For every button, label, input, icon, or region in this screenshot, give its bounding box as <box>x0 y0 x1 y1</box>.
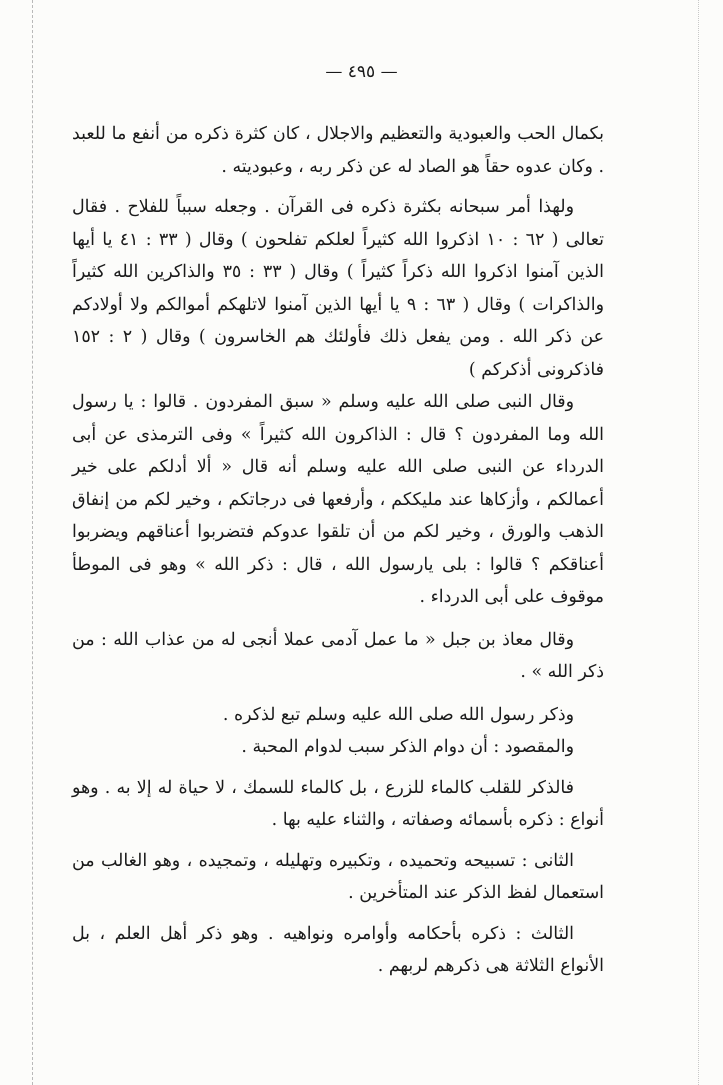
right-scan-edge <box>698 0 699 1085</box>
paragraph-types-second: الثانى : تسبيحه وتحميده ، وتكبيره وتهليله ، وتمجيده ، وهو الغالب من استعمال لفظ الذكر عند المتأخرين . <box>72 850 604 903</box>
page-number: — ٤٩٥ — <box>325 62 398 82</box>
left-scan-edge <box>32 0 33 1085</box>
paragraph-purpose: والمقصود : أن دوام الذكر سبب لدوام المحبة . <box>241 737 574 757</box>
paragraph-types-third: الثالث : ذكره بأحكامه وأوامره ونواهيه . وهو ذكر أهل العلم ، بل الأنواع الثلاثة هى ذكرهم لربهم . <box>72 923 604 976</box>
paragraph-quran-verses: ولهذا أمر سبحانه بكثرة ذكره فى القرآن . وجعله سبباً للفلاح . فقال تعالى ( ٦٢ : ١٠ اذكروا الله كثيراً لعلكم تفلحون ) وقال ( ٣٣ : ٤١ يا أيها الذين آمنوا اذكروا الله ذكراً كثيراً ) وقال ( ٣٣ : ٣٥ والذاكرين الله كثيراً والذاكرات ) وقال ( ٦٣ : ٩ يا أيها الذين آمنوا لاتلهكم أموالكم ولا أولادكم عن ذكر الله . ومن يفعل ذلك فأولئك هم الخاسرون ) وقال ( ٢ : ١٥٢ فاذكرونى أذكركم ) <box>72 197 605 380</box>
paragraph-love-and-remembrance: بكمال الحب والعبودية والتعظيم والاجلال ، كان كثرة ذكره من أنفع ما للعبد . وكان عدوه حقاً هو الصاد له عن ذكر ربه ، وعبوديته . <box>72 124 604 177</box>
body-text <box>72 118 604 983</box>
paragraph-types-first: فالذكر للقلب كالماء للزرع ، بل كالماء للسمك ، لا حياة له إلا به . وهو أنواع : ذكره بأسمائه وصفاته ، والثناء عليه بها . <box>72 777 604 830</box>
paragraph-muadh-ibn-jabal: وقال معاذ بن جبل « ما عمل آدمى عملا أنجى له من عذاب الله : من ذكر الله » . <box>72 629 604 682</box>
paragraph-prophet-remembrance: وذكر رسول الله صلى الله عليه وسلم تبع لذكره . <box>222 704 574 725</box>
paragraph-hadith-mufarridun: وقال النبى صلى الله عليه وسلم « سبق المفردون . قالوا : يا رسول الله وما المفردون ؟ قال : الذاكرون الله كثيراً » وفى الترمذى عن أبى الدرداء عن النبى صلى الله عليه وسلم أنه قال « ألا أدلكم على خير أعمالكم ، وأزكاها عند مليككم ، وأرفعها فى درجاتكم ، وخير لكم من إنفاق الذهب والورق ، وخير لكم من أن تلقوا عدوكم فتضربوا أعناقهم ويضربوا أعناقكم ؟ قالوا : بلى يارسول الله ، قال : ذكر الله » وهو فى الموطأ موقوف على أبى الدرداء . <box>72 392 604 607</box>
